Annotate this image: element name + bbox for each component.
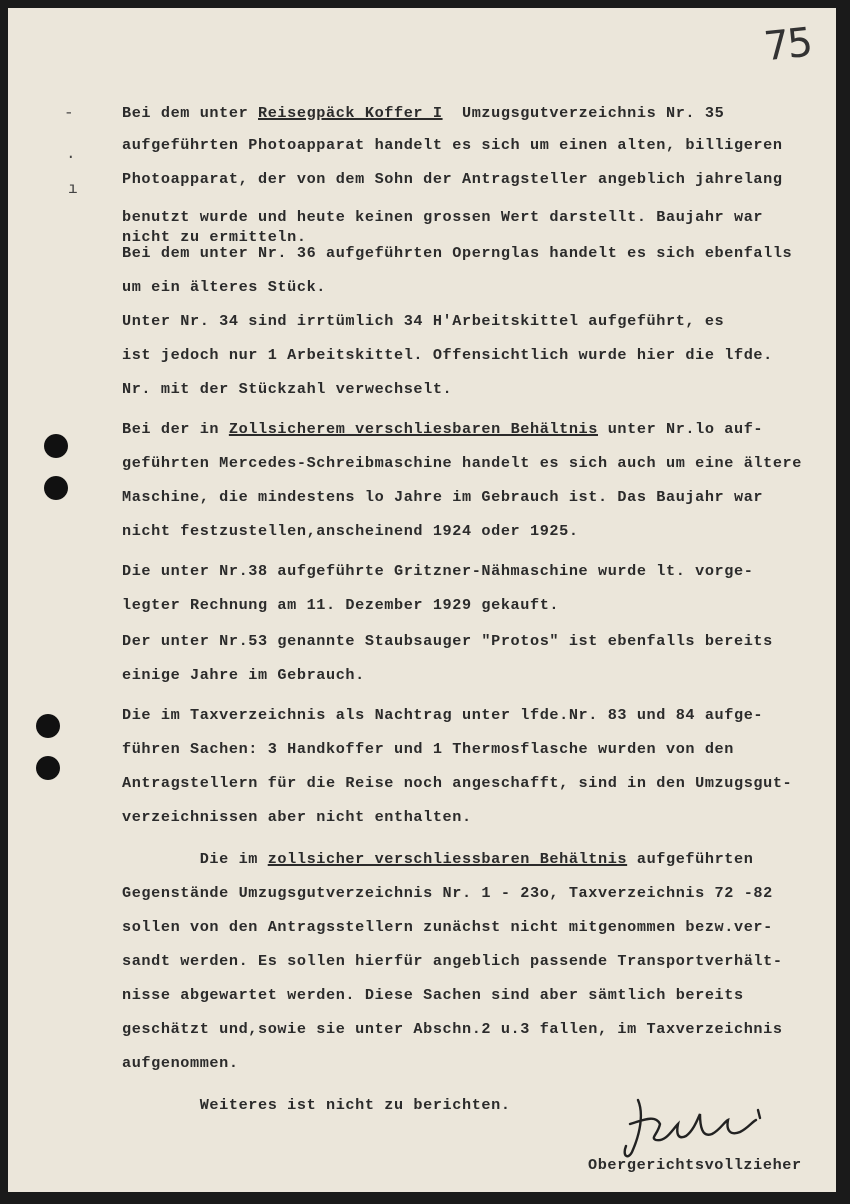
text-line bbox=[122, 1096, 511, 1114]
text-segment: aufgenommen. bbox=[122, 1054, 239, 1072]
text-line bbox=[122, 562, 753, 580]
text-line bbox=[122, 986, 744, 1004]
text-line bbox=[122, 952, 783, 970]
text-segment: Die im Taxverzeichnis als Nachtrag unter lfde.Nr. 83 und 84 aufge- bbox=[122, 706, 764, 724]
text-segment: Bei der in bbox=[122, 420, 229, 438]
text-segment: Photoapparat, der von dem Sohn der Antragsteller angeblich jahrelang bbox=[122, 170, 783, 188]
text-segment: aufgeführten bbox=[627, 850, 754, 868]
text-segment: Maschine, die mindestens lo Jahre im Gebrauch ist. Das Baujahr war bbox=[122, 488, 764, 506]
text-segment: legter Rechnung am 11. Dezember 1929 gekauft. bbox=[122, 596, 560, 614]
text-line bbox=[122, 850, 753, 868]
text-segment: einige Jahre im Gebrauch. bbox=[122, 666, 365, 684]
text-line bbox=[122, 244, 792, 262]
text-line bbox=[122, 1054, 239, 1072]
punch-hole bbox=[44, 434, 68, 458]
text-line bbox=[122, 346, 773, 364]
text-line bbox=[122, 1020, 783, 1038]
text-line bbox=[122, 918, 773, 936]
underlined-text: Zollsicherem verschliesbaren Behältnis bbox=[228, 420, 598, 438]
text-segment: nisse abgewartet werden. Diese Sachen sind aber sämtlich bereits bbox=[122, 986, 744, 1004]
text-segment: geschätzt und,sowie sie unter Abschn.2 u.3 fallen, im Taxverzeichnis bbox=[122, 1020, 783, 1038]
underlined-text: zollsicher verschliessbaren Behältnis bbox=[267, 850, 628, 868]
signatory-title: Obergerichtsvollzieher bbox=[588, 1156, 802, 1174]
text-line bbox=[122, 596, 559, 614]
text-segment: Die unter Nr.38 aufgeführte Gritzner-Nähmaschine wurde lt. vorge- bbox=[122, 562, 754, 580]
margin-mark: - bbox=[64, 104, 74, 122]
text-line bbox=[122, 208, 763, 226]
text-segment: geführten Mercedes-Schreibmaschine handelt es sich auch um eine ältere bbox=[122, 454, 802, 472]
text-segment: Bei dem unter Nr. 36 aufgeführten Opernglas handelt es sich ebenfalls bbox=[122, 244, 793, 262]
margin-mark: · bbox=[66, 148, 76, 166]
text-segment: um ein älteres Stück. bbox=[122, 278, 326, 296]
text-line bbox=[122, 170, 783, 188]
text-segment: Der unter Nr.53 genannte Staubsauger "Protos" ist ebenfalls bereits bbox=[122, 632, 773, 650]
text-segment: aufgeführten Photoapparat handelt es sich um einen alten, billigeren bbox=[122, 136, 783, 154]
text-segment: Antragstellern für die Reise noch angeschafft, sind in den Umzugsgut- bbox=[122, 774, 793, 792]
punch-hole bbox=[36, 714, 60, 738]
text-line bbox=[122, 454, 802, 472]
text-segment: unter Nr.lo auf- bbox=[598, 420, 764, 438]
punch-hole bbox=[36, 756, 60, 780]
text-line bbox=[122, 774, 792, 792]
text-line bbox=[122, 104, 724, 122]
text-line bbox=[122, 808, 472, 826]
text-segment: sandt werden. Es sollen hierfür angeblich passende Transportverhält- bbox=[122, 952, 783, 970]
text-line bbox=[122, 380, 452, 398]
text-line bbox=[122, 522, 579, 540]
punch-hole bbox=[44, 476, 68, 500]
text-line bbox=[122, 706, 763, 724]
text-line bbox=[122, 666, 365, 684]
page-number: 75 bbox=[761, 19, 814, 71]
text-line bbox=[122, 136, 783, 154]
text-line bbox=[122, 632, 773, 650]
underlined-text: Reisegpäck Koffer I bbox=[258, 104, 443, 122]
margin-mark: ı bbox=[68, 180, 78, 198]
document-page bbox=[8, 8, 836, 1192]
text-segment: Gegenstände Umzugsgutverzeichnis Nr. 1 - 23o, Taxverzeichnis 72 -82 bbox=[122, 884, 773, 902]
text-segment: nicht zu ermitteln. bbox=[122, 228, 307, 246]
text-segment: Bei dem unter bbox=[122, 104, 258, 122]
text-line bbox=[122, 278, 326, 296]
text-segment: Die im bbox=[122, 850, 268, 868]
text-segment: verzeichnissen aber nicht enthalten. bbox=[122, 808, 472, 826]
text-segment: ist jedoch nur 1 Arbeitskittel. Offensichtlich wurde hier die lfde. bbox=[122, 346, 773, 364]
text-segment: nicht festzustellen,anscheinend 1924 oder 1925. bbox=[122, 522, 579, 540]
text-segment: Nr. mit der Stückzahl verwechselt. bbox=[122, 380, 453, 398]
text-line bbox=[122, 488, 763, 506]
text-segment: Weiteres ist nicht zu berichten. bbox=[122, 1096, 511, 1114]
signature-image bbox=[620, 1094, 780, 1164]
text-segment: benutzt wurde und heute keinen grossen Wert darstellt. Baujahr war bbox=[122, 208, 764, 226]
text-line bbox=[122, 420, 763, 438]
text-segment: sollen von den Antragsstellern zunächst nicht mitgenommen bezw.ver- bbox=[122, 918, 773, 936]
text-line bbox=[122, 884, 773, 902]
text-line bbox=[122, 740, 734, 758]
text-segment: Unter Nr. 34 sind irrtümlich 34 H'Arbeitskittel aufgeführt, es bbox=[122, 312, 725, 330]
text-line bbox=[122, 312, 724, 330]
text-segment: führen Sachen: 3 Handkoffer und 1 Thermosflasche wurden von den bbox=[122, 740, 734, 758]
text-segment: Umzugsgutverzeichnis Nr. 35 bbox=[442, 104, 725, 122]
